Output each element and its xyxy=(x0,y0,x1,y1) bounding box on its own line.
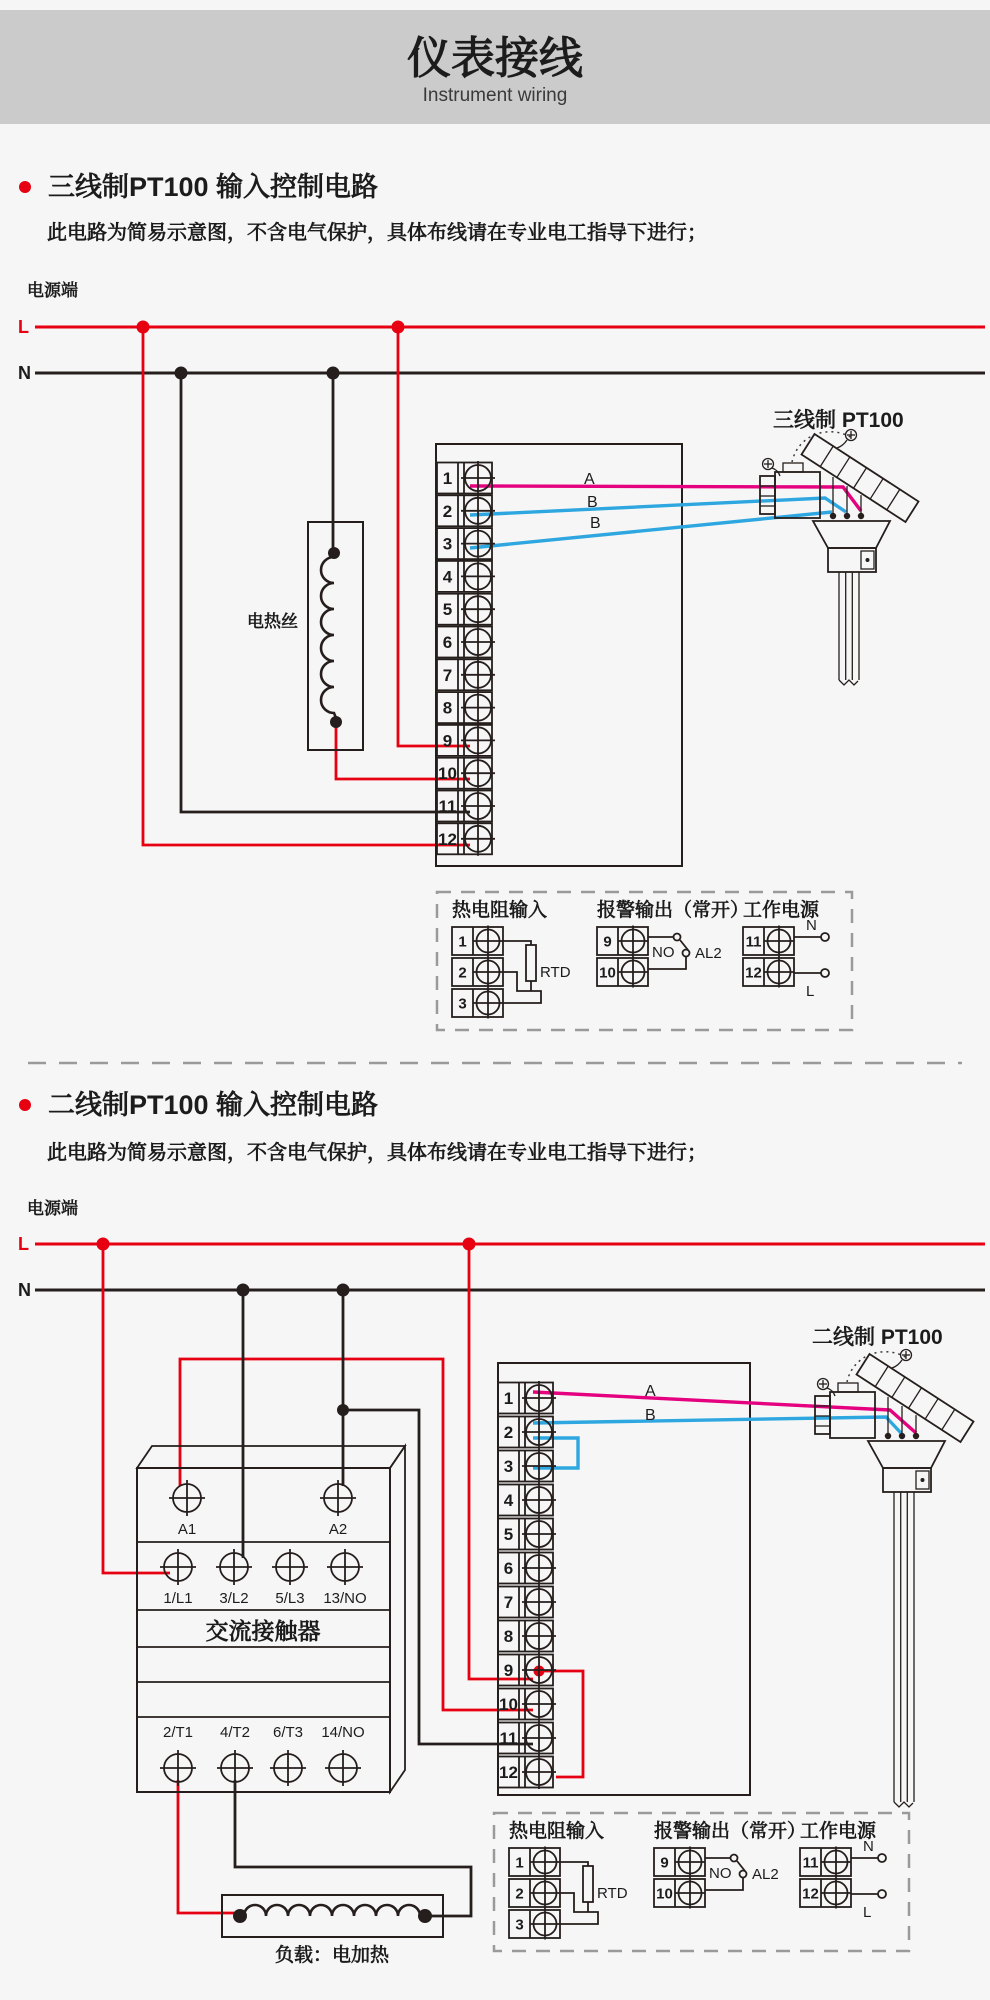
wire-label-a: A xyxy=(584,471,595,488)
terminal-number: 4 xyxy=(503,1491,514,1510)
junction-dot xyxy=(233,1909,247,1923)
junction-dot xyxy=(97,1238,110,1251)
wire-label-b: B xyxy=(587,494,598,511)
contactor-input-label: 1/L1 xyxy=(163,1590,193,1607)
junction-dot xyxy=(328,547,340,559)
rtd-label: RTD xyxy=(540,964,571,981)
terminal-number: 12 xyxy=(802,1885,819,1903)
terminal-number: 10 xyxy=(599,964,616,982)
load-label: 负载：电加热 xyxy=(274,1945,390,1966)
contactor-output-label: 6/T3 xyxy=(272,1724,304,1741)
terminal-number: 2 xyxy=(503,1423,514,1442)
terminal-number: 3 xyxy=(442,534,453,554)
terminal-number: 1 xyxy=(515,1854,524,1872)
live-label: L xyxy=(18,317,29,337)
section-heading: 二线制PT100 输入控制电路 xyxy=(48,1090,379,1120)
junction-dot xyxy=(337,1284,350,1297)
al2-label: AL2 xyxy=(695,945,722,962)
wire-label-b: B xyxy=(590,515,601,532)
terminal-number: 3 xyxy=(458,995,467,1013)
section-heading: 三线制PT100 输入控制电路 xyxy=(48,172,379,202)
al2-label: AL2 xyxy=(752,1866,779,1883)
terminal-number: 2 xyxy=(442,501,453,521)
contactor-output-label: 4/T2 xyxy=(219,1724,251,1741)
terminal-number: 6 xyxy=(442,633,453,652)
live-label: L xyxy=(18,1234,29,1254)
contactor-coil-label: A2 xyxy=(328,1521,348,1538)
terminal-number: 1 xyxy=(503,1389,514,1408)
contactor-name: 交流接触器 xyxy=(205,1618,321,1644)
junction-dot xyxy=(237,1284,250,1297)
terminal-number: 12 xyxy=(499,1763,518,1782)
terminal-number: 1 xyxy=(442,469,453,488)
l-label: L xyxy=(806,983,815,1000)
neutral-label: N xyxy=(18,1280,31,1300)
junction-dot xyxy=(337,1404,349,1416)
n-label: N xyxy=(806,917,817,934)
l-label: L xyxy=(863,1904,872,1921)
heater-label: 电热丝 xyxy=(247,612,298,631)
bullet-icon xyxy=(19,181,31,193)
post-dot xyxy=(844,513,850,519)
neutral-label: N xyxy=(18,363,31,383)
post-dot xyxy=(858,513,864,519)
n-label: N xyxy=(863,1838,874,1855)
terminal-number: 10 xyxy=(656,1885,673,1903)
power-side-label: 电源端 xyxy=(27,1199,78,1218)
wire-label-b: B xyxy=(645,1407,656,1424)
terminal-number: 7 xyxy=(442,665,453,685)
legend-title: 工作电源 xyxy=(800,1821,877,1842)
contactor-input-label: 5/L3 xyxy=(275,1590,305,1607)
terminal-number: 4 xyxy=(442,567,453,587)
legend-title: 报警输出（常开） xyxy=(654,1821,807,1842)
terminal-number: 9 xyxy=(503,1661,514,1680)
terminal-number: 5 xyxy=(503,1525,514,1544)
post-dot xyxy=(830,513,836,519)
terminal-number: 1 xyxy=(458,933,467,951)
no-label: NO xyxy=(652,944,675,961)
terminal-number: 10 xyxy=(438,764,457,784)
terminal-number: 7 xyxy=(503,1593,514,1612)
legend-title: 报警输出（常开） xyxy=(597,900,750,921)
terminal-number: 12 xyxy=(438,829,457,849)
terminal-number: 9 xyxy=(603,933,612,951)
terminal-number: 11 xyxy=(499,1729,518,1748)
contactor-output-label: 14/NO xyxy=(321,1724,365,1741)
wire-label-a: A xyxy=(645,1383,656,1400)
junction-dot xyxy=(137,321,150,334)
collar-dot xyxy=(921,1478,925,1482)
terminal-number: 8 xyxy=(503,1627,514,1646)
post-dot xyxy=(913,1433,919,1439)
terminal-number: 3 xyxy=(503,1457,514,1476)
terminal-number: 8 xyxy=(442,698,453,718)
junction-dot xyxy=(463,1238,476,1251)
terminal-number: 9 xyxy=(660,1854,669,1872)
power-side-label: 电源端 xyxy=(27,281,78,300)
header xyxy=(0,10,990,124)
terminal-number: 5 xyxy=(442,600,453,620)
sensor-label: 三线制 PT100 xyxy=(773,409,904,432)
terminal-number: 3 xyxy=(515,1916,524,1934)
junction-dot xyxy=(418,1909,432,1923)
contactor-output-label: 2/T1 xyxy=(162,1724,194,1741)
terminal-number: 6 xyxy=(503,1559,514,1578)
legend-title: 工作电源 xyxy=(743,900,820,921)
legend-title: 热电阻输入 xyxy=(452,900,548,921)
terminal-number: 11 xyxy=(745,933,762,951)
post-dot xyxy=(885,1433,891,1439)
terminal-number: 11 xyxy=(802,1854,819,1872)
post-dot xyxy=(899,1433,905,1439)
no-label: NO xyxy=(709,1865,732,1882)
contactor-input-label: 13/NO xyxy=(323,1590,367,1607)
junction-dot xyxy=(327,367,340,380)
junction-dot xyxy=(330,716,342,728)
bullet-icon xyxy=(19,1099,31,1111)
contactor-input-label: 3/L2 xyxy=(219,1590,249,1607)
terminal-number: 9 xyxy=(442,731,453,751)
junction-dot xyxy=(392,321,405,334)
collar-dot xyxy=(866,558,870,562)
section-note: 此电路为简易示意图，不含电气保护，具体布线请在专业电工指导下进行； xyxy=(47,222,707,244)
contactor-coil-label: A1 xyxy=(177,1521,197,1538)
terminal-number: 2 xyxy=(458,964,467,982)
junction-dot xyxy=(175,367,188,380)
terminal-number: 10 xyxy=(499,1695,518,1714)
terminal-number: 11 xyxy=(438,797,457,816)
rtd-label: RTD xyxy=(597,1885,628,1902)
page-subtitle: Instrument wiring xyxy=(422,85,568,106)
terminal-number: 12 xyxy=(745,964,762,982)
terminal-number: 2 xyxy=(515,1885,524,1903)
sensor-label: 二线制 PT100 xyxy=(812,1326,943,1349)
legend-title: 热电阻输入 xyxy=(509,1821,605,1842)
section-note: 此电路为简易示意图，不含电气保护，具体布线请在专业电工指导下进行； xyxy=(47,1142,707,1164)
page-title: 仪表接线 xyxy=(407,34,583,83)
